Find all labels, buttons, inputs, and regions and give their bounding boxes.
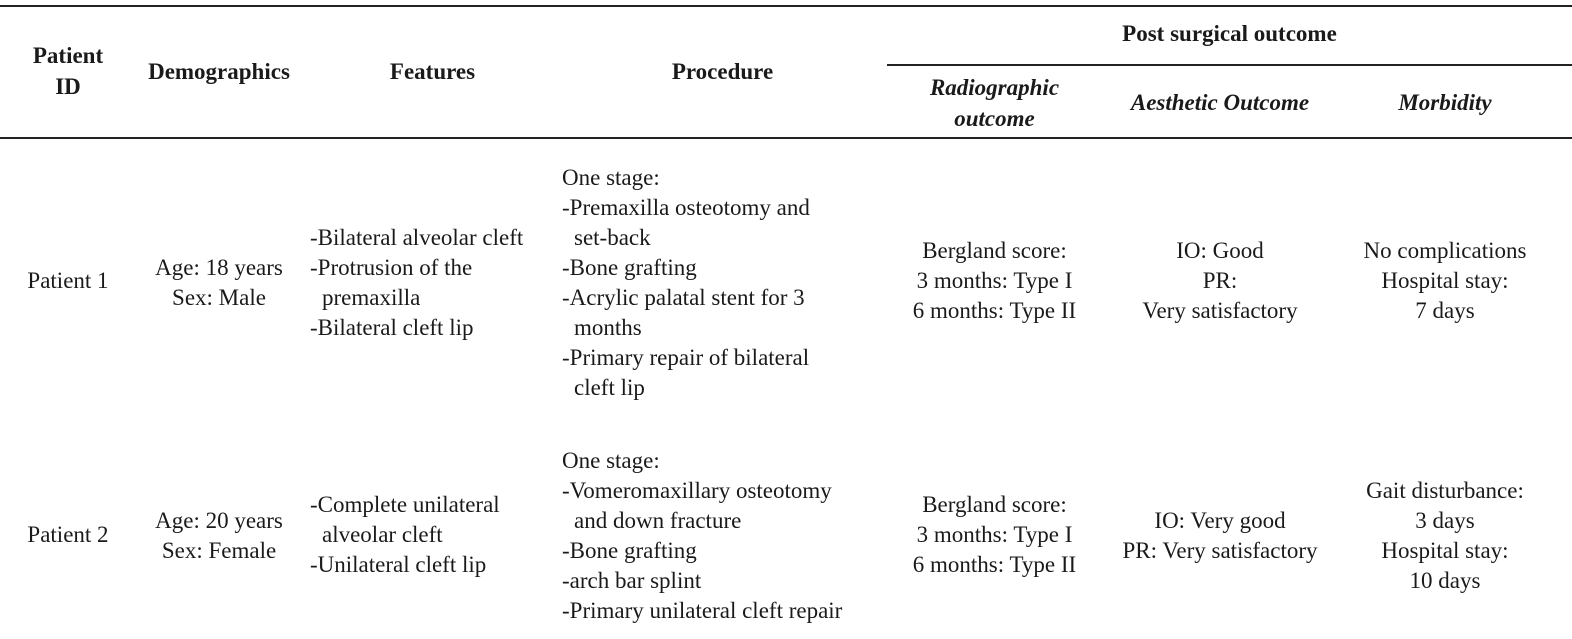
row-2-procedure-line: -Primary unilateral cleft repair <box>562 598 843 623</box>
row-1-features <box>310 223 523 343</box>
header-aesthetic-outcome: Aesthetic Outcome <box>1130 90 1310 115</box>
row-1-features-line: premaxilla <box>322 285 421 310</box>
header-morbidity: Morbidity <box>1398 90 1492 115</box>
row-1-features-line: -Bilateral cleft lip <box>310 315 474 340</box>
row-1-radiographic-outcome <box>887 236 1102 326</box>
row-1-features-line: -Protrusion of the <box>310 255 473 280</box>
row-1-demographics-line: Sex: Male <box>172 285 266 310</box>
row-2-procedure-line: and down fracture <box>574 508 742 533</box>
row-2-patient-id: Patient 2 <box>27 522 109 547</box>
row-2-procedure-line: -Bone grafting <box>562 538 697 563</box>
row-1-radiographic-line: Bergland score: <box>922 238 1067 263</box>
row-2-procedure-line: -arch bar splint <box>562 568 702 593</box>
header-patient-id-line-1: Patient <box>32 43 104 68</box>
row-2-radiographic-outcome <box>887 490 1102 580</box>
row-1-radiographic-line: 6 months: Type II <box>912 298 1077 323</box>
header-radiographic-line-1: Radiographic <box>929 75 1060 100</box>
row-1-patient-id: Patient 1 <box>27 268 109 293</box>
row-2-morbidity-line: Hospital stay: <box>1381 538 1509 563</box>
row-1-radiographic-line: 3 months: Type I <box>916 268 1073 293</box>
row-1-morbidity-line: Hospital stay: <box>1381 268 1509 293</box>
row-2-radiographic-line: Bergland score: <box>922 492 1067 517</box>
table-header-rule <box>0 137 1572 139</box>
row-2-procedure-line: -Vomeromaxillary osteotomy <box>562 478 832 503</box>
table-top-rule <box>0 5 1572 7</box>
row-1-procedure-line: -Premaxilla osteotomy and <box>562 195 810 220</box>
header-features: Features <box>389 59 476 84</box>
row-1-morbidity-line: No complications <box>1363 238 1527 263</box>
row-1-procedure-line: -Acrylic palatal stent for 3 <box>562 285 805 310</box>
row-2-features-line: -Complete unilateral <box>310 492 500 517</box>
row-2-aesthetic-outcome <box>1105 506 1335 566</box>
row-2-radiographic-line: 6 months: Type II <box>912 552 1077 577</box>
header-patient-id-line-2: ID <box>55 74 81 99</box>
row-1-procedure-line: cleft lip <box>574 375 645 400</box>
header-radiographic-outcome <box>887 72 1102 134</box>
header-demographics: Demographics <box>148 59 290 84</box>
row-1-procedure-line: set-back <box>574 225 651 250</box>
row-2-morbidity-line: 3 days <box>1415 508 1475 533</box>
row-2-features <box>310 490 500 580</box>
row-2-morbidity-line: 10 days <box>1409 568 1481 593</box>
row-1-demographics <box>130 253 308 313</box>
row-1-morbidity-line: 7 days <box>1415 298 1475 323</box>
row-1-aesthetic-line: IO: Good <box>1176 238 1264 263</box>
row-1-procedure-line: months <box>574 315 642 340</box>
row-2-procedure <box>562 446 842 626</box>
row-1-procedure-line: -Bone grafting <box>562 255 697 280</box>
row-1-demographics-line: Age: 18 years <box>155 255 283 280</box>
row-1-morbidity <box>1340 236 1550 326</box>
header-procedure: Procedure <box>671 59 774 84</box>
header-radiographic-line-2: outcome <box>954 106 1035 131</box>
row-1-procedure-line: -Primary repair of bilateral <box>562 345 810 370</box>
row-1-procedure-line: One stage: <box>562 165 660 190</box>
row-2-demographics-line: Age: 20 years <box>155 508 283 533</box>
row-2-features-line: -Unilateral cleft lip <box>310 552 487 577</box>
row-1-aesthetic-outcome <box>1105 236 1335 326</box>
row-1-aesthetic-line: Very satisfactory <box>1142 298 1298 323</box>
header-patient-id <box>0 40 136 102</box>
row-1-procedure <box>562 163 810 403</box>
row-2-features-line: alveolar cleft <box>322 522 443 547</box>
header-post-surgical-outcome: Post surgical outcome <box>1122 21 1337 46</box>
row-2-morbidity-line: Gait disturbance: <box>1366 478 1524 503</box>
row-2-procedure-line: One stage: <box>562 448 660 473</box>
row-2-morbidity <box>1340 476 1550 596</box>
row-2-aesthetic-line: PR: Very satisfactory <box>1122 538 1318 563</box>
post-surgical-group-rule <box>887 64 1572 66</box>
row-2-aesthetic-line: IO: Very good <box>1154 508 1286 533</box>
row-2-radiographic-line: 3 months: Type I <box>916 522 1073 547</box>
row-1-features-line: -Bilateral alveolar cleft <box>310 225 524 250</box>
row-1-aesthetic-line: PR: <box>1202 268 1238 293</box>
row-2-demographics <box>130 506 308 566</box>
row-2-demographics-line: Sex: Female <box>161 538 277 563</box>
